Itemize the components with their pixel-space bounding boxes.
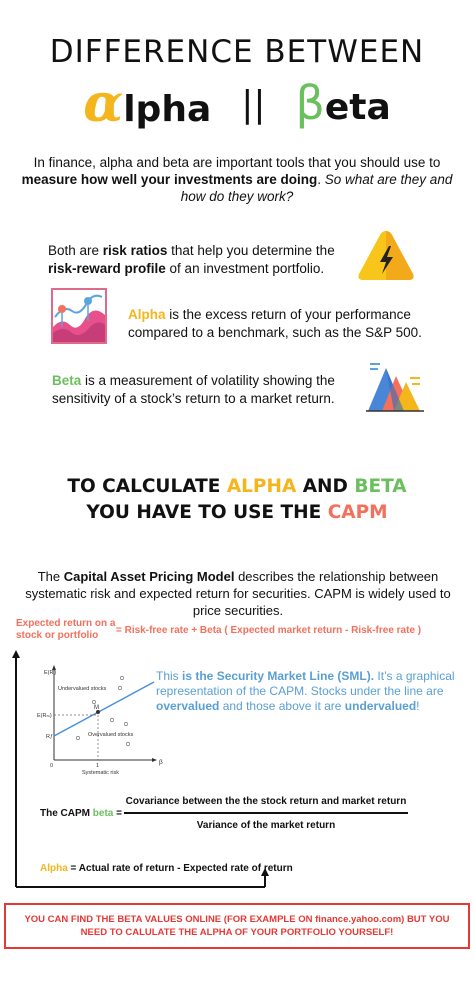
sml-undervalued: undervalued [344,699,417,713]
title-separator: || [241,83,266,125]
undervalued-label: Undervalued stocks [58,686,107,692]
x-axis-label: Systematic risk [82,770,119,776]
sml-overvalued: overvalued [156,699,220,713]
beta-denominator: Variance of the market return [196,820,336,831]
overvalued-label: Overvalued stocks [88,732,134,738]
sml-a: This [156,669,183,683]
capm-heading [0,474,474,526]
beta-formula-label [40,808,122,819]
alpha-word [83,73,212,134]
p1-c: of an investment portfolio. [165,261,325,276]
dot-3 [92,700,95,703]
dot-5 [124,722,127,725]
heading-alpha: ALPHA [226,476,297,497]
title-alpha-beta [0,74,474,134]
capm-description [18,568,458,619]
heading-and: AND [296,476,355,497]
sml-g: ! [416,699,420,713]
dot-6 [126,742,129,745]
sml-e: and those above it are [219,699,345,713]
beta-term: Beta [52,373,82,388]
intro-question: So what are they and how do they work? [180,172,453,204]
volatility-mountains-icon [364,356,426,414]
capm-desc-bold: Capital Asset Pricing Model [63,569,235,584]
alpha-formula-term: Alpha [40,863,68,874]
heading-l1-a: TO CALCULATE [67,476,227,497]
beta-axis-label: β [159,759,163,766]
beta-numerator: Covariance between the the stock return and market return [125,796,407,807]
p1-bold1: risk ratios [102,243,168,258]
risk-ratio-text [48,242,348,278]
beta-formula-a: The CAPM [40,808,93,819]
intro-text [20,154,454,205]
intro-bold: measure how well your investments are doing [21,172,318,187]
dot-1 [120,676,123,679]
origin-label: 0 [50,763,54,769]
alpha-chart-icon [50,287,108,345]
lightning-warning-icon [356,228,416,284]
m-label: M [94,705,99,711]
beta-text: is a measurement of volatility showing the sensitivity of a stock’s return to a market return. [52,373,335,406]
heading-l2-a: YOU HAVE TO USE THE [86,502,328,523]
alpha-definition [128,306,448,342]
erm-label: E(Rₘ) [37,713,52,719]
alpha-formula-text: = Actual rate of return - Expected rate of return [67,863,293,874]
beta-formula-eq: = [113,808,122,819]
intro-part1: In finance, alpha and beta are important tools that you should use to [33,155,441,170]
x-tick-label: 1 [96,763,100,769]
fraction-line [124,812,408,814]
warning-note-text: YOU CAN FIND THE BETA VALUES ONLINE (FOR EXAMPLE ON finance.yahoo.com) BUT YOU NEED TO CALULATE THE ALPHA OF YOUR PORTFOLIO YOURSELF! [24,914,450,938]
p1-a: Both are [48,243,103,258]
alpha-term: Alpha [128,307,166,322]
heading-capm: CAPM [327,502,388,523]
warning-note [4,903,470,949]
sml-b: is the Security Market Line (SML). [182,669,375,683]
capm-desc-a: The [37,569,64,584]
alpha-symbol: α [83,73,124,134]
beta-formula-beta: beta [92,808,114,819]
rf-label: Rƒ [46,734,54,740]
alpha-formula [40,863,293,874]
alpha-rest: lpha [123,89,212,130]
sml-c: It’s a graphical representation of the CAPM. Stocks under the line are [156,669,455,698]
heading-line-1 [0,474,474,500]
expected-return-label: Expected return on a stock or portfolio [16,618,116,641]
dot-7 [76,736,79,739]
p1-bold2: risk-reward profile [48,261,166,276]
dot-4 [110,718,113,721]
title-line-1: DIFFERENCE BETWEEN [49,34,425,70]
beta-rest: eta [324,87,391,128]
sml-chart [30,660,170,780]
capm-desc-b: describes the relationship between systematic risk and expected return for securities. CAPM is widely used to price securities. [25,569,451,618]
beta-symbol: β [295,76,325,130]
heading-line-2 [0,500,474,526]
sml-note [156,669,456,714]
y-axis-label: E(Rᵢ) [44,670,57,676]
beta-word [295,76,391,130]
intro-part2: . [317,172,325,187]
alpha-text: is the excess return of your performance compared to a benchmark, such as the S&P 500. [128,307,422,340]
beta-definition [52,372,352,408]
dot-2 [118,686,121,689]
heading-beta: BETA [354,476,407,497]
capm-equation: = Risk-free rate + Beta ( Expected market return - Risk-free rate ) [116,625,422,636]
p1-b: that help you determine the [167,243,335,258]
